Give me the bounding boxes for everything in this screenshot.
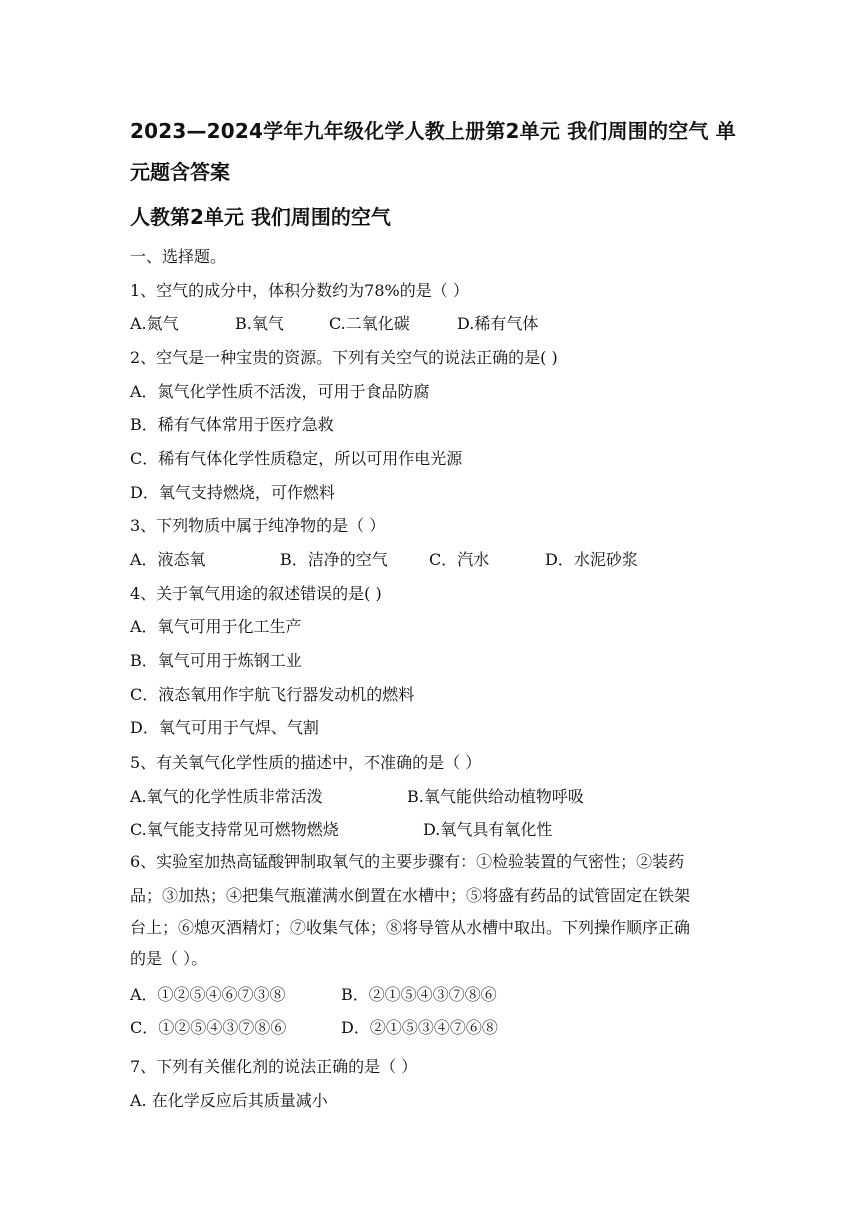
q3-option-c: C．汽水 <box>429 550 490 569</box>
q1-option-c: C.二氧化碳 <box>329 314 410 333</box>
q5-option-a: A.氧气的化学性质非常活泼 <box>130 787 323 806</box>
subtitle: 人教第2单元 我们周围的空气 <box>130 205 391 229</box>
q2-option-b: B．稀有气体常用于医疗急救 <box>130 415 334 434</box>
q4-option-c: C．液态氧用作宇航飞行器发动机的燃料 <box>130 685 415 704</box>
q1-stem: 1、空气的成分中，体积分数约为78%的是（ ） <box>130 281 469 300</box>
q4-stem: 4、关于氧气用途的叙述错误的是( ) <box>130 584 382 603</box>
title-line-2: 元题含答案 <box>130 160 230 184</box>
q6-option-b: B．②①⑤④③⑦⑧⑥ <box>341 985 497 1004</box>
q4-option-a: A．氧气可用于化工生产 <box>130 617 302 636</box>
q5-option-d: D.氧气具有氧化性 <box>423 820 553 839</box>
q6-option-c: C．①②⑤④③⑦⑧⑥ <box>130 1018 287 1037</box>
q1-option-a: A.氮气 <box>130 314 179 333</box>
q6-stem-line-2: 品；③加热；④把集气瓶灌满水倒置在水槽中；⑤将盛有药品的试管固定在铁架 <box>130 886 691 905</box>
q7-stem: 7、下列有关催化剂的说法正确的是（ ） <box>130 1057 418 1076</box>
q2-stem: 2、空气是一种宝贵的资源。下列有关空气的说法正确的是( ) <box>130 348 558 367</box>
q3-option-a: A．液态氧 <box>130 550 206 569</box>
q6-stem-line-1: 6、实验室加热高锰酸钾制取氧气的主要步骤有：①检验装置的气密性；②装药 <box>130 852 685 871</box>
title-line-1: 2023—2024学年九年级化学人教上册第2单元 我们周围的空气 单 <box>130 119 736 143</box>
q2-option-c: C．稀有气体化学性质稳定，所以可用作电光源 <box>130 449 463 468</box>
section-heading: 一、选择题。 <box>130 247 227 266</box>
q3-stem: 3、下列物质中属于纯净物的是（ ） <box>130 516 386 535</box>
q1-option-d: D.稀有气体 <box>457 314 539 333</box>
q6-stem-line-3: 台上；⑥熄灭酒精灯；⑦收集气体；⑧将导管从水槽中取出。下列操作顺序正确 <box>130 918 691 937</box>
q2-option-d: D．氧气支持燃烧，可作燃料 <box>130 483 335 502</box>
q7-option-a: A. 在化学反应后其质量减小 <box>130 1091 328 1110</box>
q4-option-d: D．氧气可用于气焊、气割 <box>130 718 319 737</box>
q3-option-d: D．水泥砂浆 <box>545 550 638 569</box>
q2-option-a: A．氮气化学性质不活泼，可用于食品防腐 <box>130 382 430 401</box>
q4-option-b: B．氧气可用于炼钢工业 <box>130 651 302 670</box>
q3-option-b: B．洁净的空气 <box>280 550 388 569</box>
q5-option-b: B.氧气能供给动植物呼吸 <box>407 787 584 806</box>
q6-stem-line-4: 的是（ ）。 <box>130 949 208 968</box>
q6-option-a: A．①②⑤④⑥⑦③⑧ <box>130 985 286 1004</box>
q5-stem: 5、有关氧气化学性质的描述中，不准确的是（ ） <box>130 753 482 772</box>
q5-option-c: C.氧气能支持常见可燃物燃烧 <box>130 820 339 839</box>
q1-option-b: B.氧气 <box>235 314 284 333</box>
q6-option-d: D．②①⑤③④⑦⑥⑧ <box>341 1018 498 1037</box>
